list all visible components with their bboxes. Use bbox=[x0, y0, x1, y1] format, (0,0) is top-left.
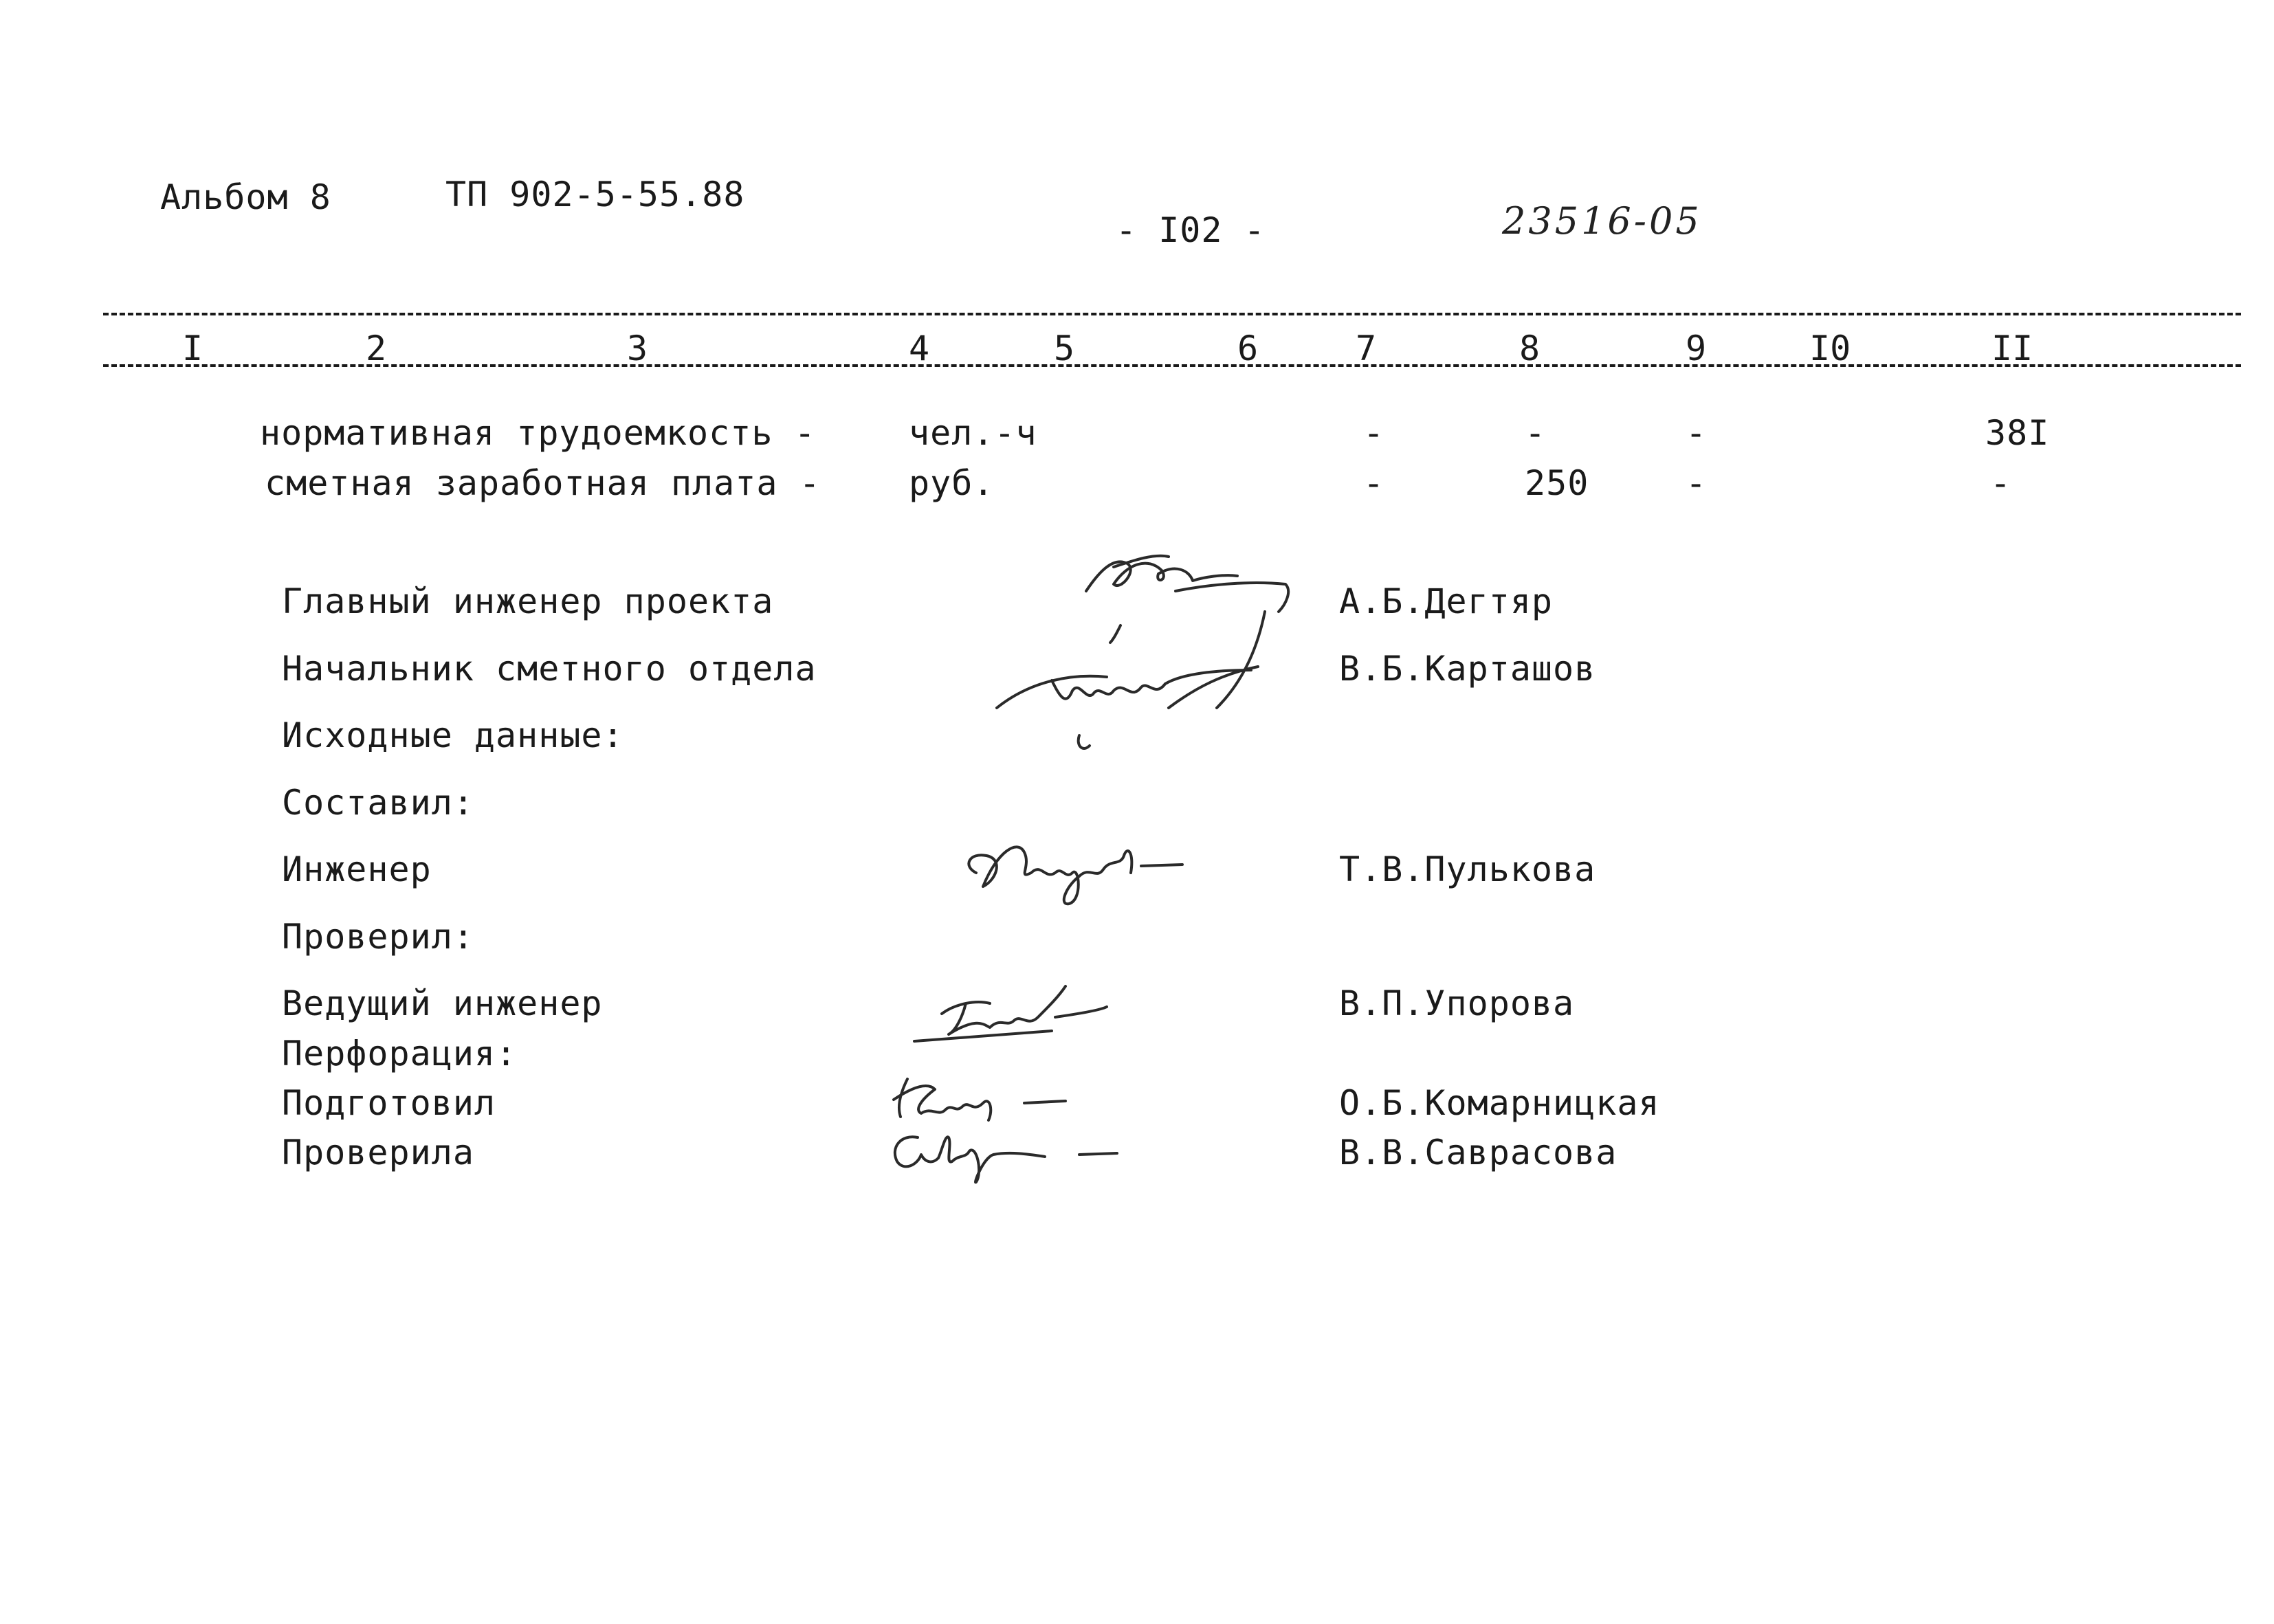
row-value: - bbox=[1686, 463, 1708, 503]
column-header: 3 bbox=[627, 329, 648, 368]
signature-role: Проверил: bbox=[282, 917, 474, 957]
row-value: - bbox=[1363, 413, 1385, 453]
row-value: - bbox=[1525, 413, 1547, 453]
column-header: 4 bbox=[909, 329, 930, 368]
signature-role: Главный инженер проекта bbox=[282, 581, 774, 621]
table-top-rule bbox=[103, 313, 2241, 315]
signature-role: Перфорация: bbox=[282, 1034, 518, 1074]
signature-lead-engineer bbox=[901, 976, 1121, 1052]
signature-role: Исходные данные: bbox=[282, 715, 624, 755]
signatory-name: А.Б.Дегтяр bbox=[1339, 581, 1554, 621]
signature-role: Составил: bbox=[282, 783, 474, 823]
signatory-name: О.Б.Комарницкая bbox=[1339, 1083, 1660, 1123]
column-header: 7 bbox=[1356, 329, 1377, 368]
row-value: - bbox=[1686, 413, 1708, 453]
handwritten-number: 23516-05 bbox=[1502, 199, 1702, 243]
signatory-name: Т.В.Пулькова bbox=[1339, 849, 1596, 889]
row-value: - bbox=[1990, 463, 2012, 503]
album-label: Альбом 8 bbox=[160, 177, 331, 217]
column-header: I bbox=[182, 329, 203, 368]
project-code: ТП 902-5-55.88 bbox=[445, 175, 745, 214]
table-header-rule bbox=[103, 364, 2241, 367]
signature-role: Подготовил bbox=[282, 1083, 496, 1123]
signatory-name: В.Б.Карташов bbox=[1339, 649, 1596, 689]
row-unit: руб. bbox=[909, 463, 995, 503]
page-number: - I02 - bbox=[1116, 210, 1266, 250]
signature-role: Ведущий инженер bbox=[282, 983, 603, 1023]
signature-head-of-department bbox=[990, 605, 1285, 763]
row-value: - bbox=[1363, 463, 1385, 503]
row-value: 38I bbox=[1985, 413, 2050, 453]
column-header: 8 bbox=[1519, 329, 1541, 368]
signatory-name: В.В.Саврасова bbox=[1339, 1133, 1618, 1172]
signature-engineer bbox=[956, 825, 1196, 914]
row-label: сметная заработная плата - bbox=[265, 463, 821, 503]
signatory-name: В.П.Упорова bbox=[1339, 983, 1575, 1023]
column-header: II bbox=[1991, 329, 2033, 368]
row-unit: чел.-ч bbox=[909, 413, 1037, 453]
signature-role: Начальник сметного отдела bbox=[282, 649, 817, 689]
column-header: 2 bbox=[366, 329, 387, 368]
row-label: нормативная трудоемкость - bbox=[260, 413, 816, 453]
signature-role: Инженер bbox=[282, 849, 432, 889]
column-header: 6 bbox=[1237, 329, 1259, 368]
signature-checked bbox=[880, 1124, 1127, 1192]
signature-prepared bbox=[880, 1072, 1086, 1127]
signature-role: Проверила bbox=[282, 1133, 474, 1172]
row-value: 250 bbox=[1525, 463, 1589, 503]
column-header: I0 bbox=[1809, 329, 1851, 368]
column-header: 5 bbox=[1054, 329, 1075, 368]
column-header: 9 bbox=[1686, 329, 1707, 368]
